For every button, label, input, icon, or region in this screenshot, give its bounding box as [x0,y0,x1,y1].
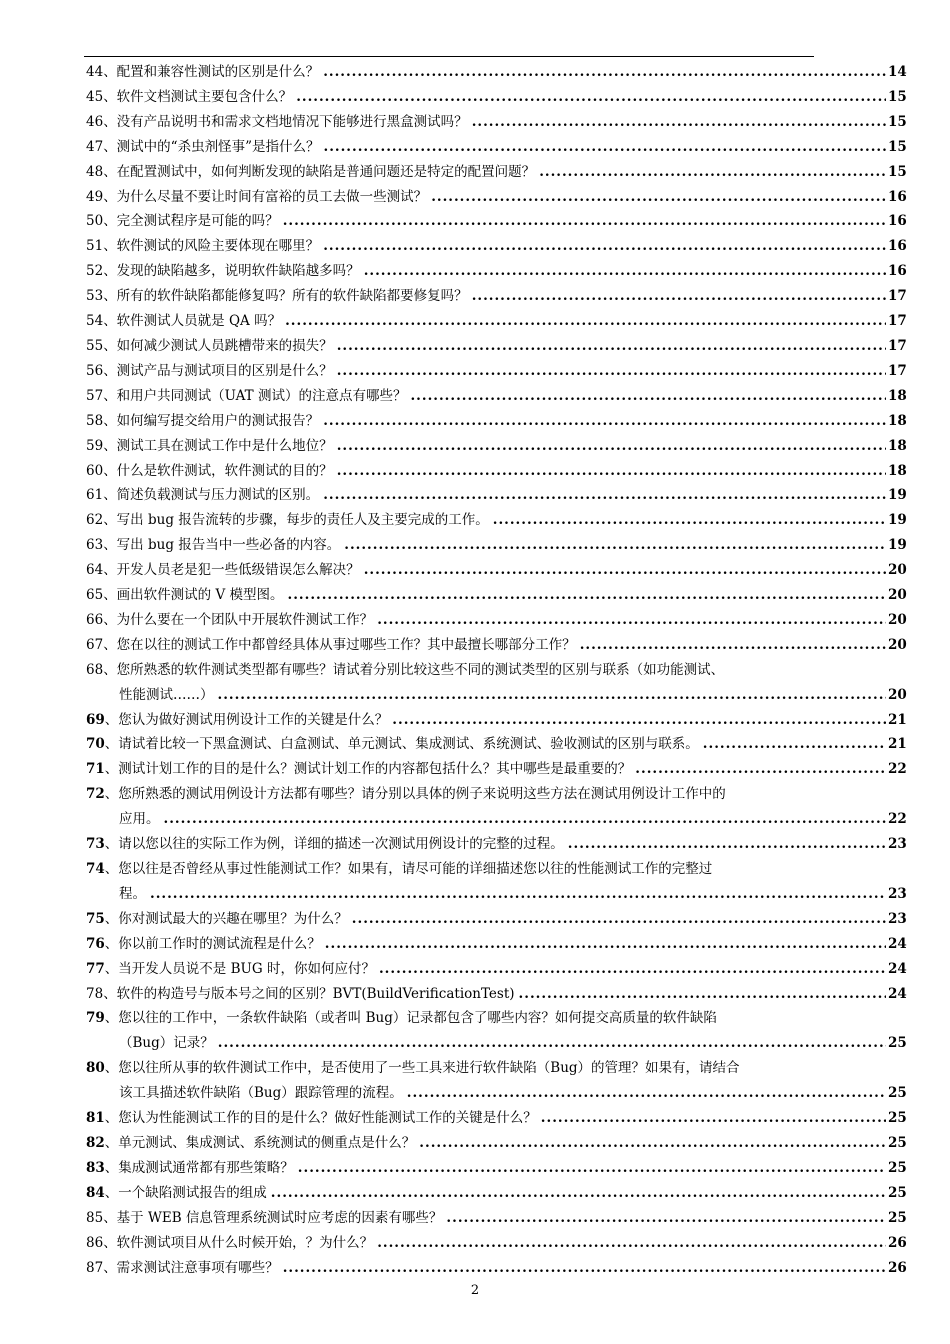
toc-entry[interactable] [86,1006,906,1056]
toc-entry[interactable] [86,60,906,85]
toc-entry-number: 50 [86,213,104,230]
toc-entry[interactable] [86,957,906,982]
toc-entry[interactable] [86,434,906,459]
toc-entry-title: 、您以往的工作中，一条软件缺陷（或者叫 Bug）记录都包含了哪些内容？如何提交高质量的软件缺陷 [104,1010,717,1027]
toc-dot-leader [337,459,886,484]
toc-dot-leader [296,85,886,110]
toc-entry-number: 69 [86,711,105,728]
toc-entry-title: 、测试产品与测试项目的区别是什么？ [103,362,333,379]
toc-dot-leader [218,1031,886,1056]
toc-dot-leader [493,508,886,533]
toc-entry[interactable] [86,334,906,359]
toc-dot-leader [377,608,886,633]
toc-page-number: 25 [888,1184,907,1201]
toc-page-number: 21 [888,736,907,753]
toc-entry-number: 48 [86,163,104,180]
toc-dot-leader [298,1156,886,1181]
toc-dot-leader [392,708,886,733]
toc-dot-leader [283,1256,886,1281]
toc-entry-number: 57 [86,387,104,404]
toc-entry[interactable] [86,558,906,583]
toc-entry[interactable] [86,982,906,1007]
toc-page-number: 15 [888,138,907,155]
toc-entry[interactable] [86,185,906,210]
toc-entry-number: 84 [86,1184,105,1201]
toc-entry-title: 、软件文档测试主要包含什么？ [103,88,293,105]
header-rule [84,56,814,57]
toc-entry-title: 、集成测试通常都有那些策略？ [104,1159,294,1176]
toc-entry[interactable] [86,608,906,633]
toc-dot-leader [431,185,886,210]
toc-entry-number: 83 [86,1159,105,1176]
toc-entry[interactable] [86,932,906,957]
toc-entry-number: 87 [86,1259,104,1276]
toc-entry[interactable] [86,857,906,907]
toc-entry-title: 、您所熟悉的软件测试类型都有哪些？请试着分别比较这些不同的测试类型的区别与联系（如功能测试、 [103,661,725,678]
toc-entry-number: 47 [86,138,104,155]
toc-entry-title: 、画出软件测试的 V 模型图。 [103,587,284,604]
toc-entry[interactable] [86,284,906,309]
toc-page-number: 16 [888,238,907,255]
toc-dot-leader [472,110,886,135]
toc-dot-leader [541,1106,886,1131]
toc-entry-number: 62 [86,512,104,529]
toc-entry-title: 、为什么要在一个团队中开展软件测试工作？ [103,611,374,628]
toc-entry-title-continued: 性能测试……） [119,686,214,703]
toc-page-number: 16 [888,213,907,230]
toc-entry-title: 、测试计划工作的目的是什么？测试计划工作的内容都包括什么？其中哪些是最重要的？ [104,761,632,778]
toc-entry-title-continued: 程。 [119,885,146,902]
toc-dot-leader [218,683,887,708]
toc-dot-leader [283,209,886,234]
toc-entry-number: 51 [86,238,104,255]
toc-entry-title: 、你对测试最大的兴趣在哪里？为什么？ [104,910,348,927]
toc-dot-leader [419,1131,886,1156]
toc-page-number: 25 [888,1085,907,1102]
toc-entry-title: 、测试工具在测试工作中是什么地位？ [103,437,333,454]
toc-entry-title: 、如何减少测试人员跳槽带来的损失？ [103,337,333,354]
toc-entry[interactable] [86,234,906,259]
toc-entry[interactable] [86,85,906,110]
toc-dot-leader [323,483,886,508]
toc-entry-title-continued: 应用。 [119,811,160,828]
toc-entry[interactable] [86,708,906,733]
toc-entry[interactable] [86,459,906,484]
toc-dot-leader [364,259,886,284]
toc-entry-number: 65 [86,587,104,604]
toc-entry-title: 、完全测试程序是可能的吗？ [103,213,279,230]
toc-page-number: 23 [888,836,907,853]
toc-page-number: 16 [888,263,907,280]
toc-dot-leader [703,732,886,757]
toc-entry-number: 77 [86,960,105,977]
toc-page-number: 25 [888,1159,907,1176]
toc-dot-leader [446,1206,886,1231]
toc-dot-leader [323,409,886,434]
toc-page-number: 16 [888,188,907,205]
toc-dot-leader [519,982,886,1007]
toc-entry[interactable] [86,907,906,932]
toc-dot-leader [337,359,886,384]
toc-entry-title: 、如何编写提交给用户的测试报告？ [103,412,320,429]
toc-entry[interactable] [86,1181,906,1206]
toc-dot-leader [377,1231,886,1256]
toc-entry-title: 、发现的缺陷越多，说明软件缺陷越多吗？ [103,263,360,280]
toc-entry-title: 、请试着比较一下黑盒测试、白盒测试、单元测试、集成测试、系统测试、验收测试的区别与联系。 [104,736,699,753]
toc-page-number: 20 [888,562,907,579]
toc-entry[interactable] [86,1131,906,1156]
toc-page-number: 26 [888,1259,907,1276]
toc-entry[interactable] [86,508,906,533]
toc-page-number: 19 [888,487,907,504]
toc-entry-number: 46 [86,113,104,130]
toc-dot-leader [271,1181,886,1206]
toc-entry-number: 67 [86,636,104,653]
toc-page-number: 22 [888,761,907,778]
toc-entry[interactable] [86,782,906,832]
toc-page-number: 19 [888,512,907,529]
toc-entry-title-continued: （Bug）记录？ [119,1035,214,1052]
toc-entry-number: 68 [86,661,104,678]
toc-page-number: 20 [888,636,907,653]
toc-dot-leader [323,234,886,259]
toc-entry-title: 、配置和兼容性测试的区别是什么？ [103,64,320,80]
toc-entry-title: 、写出 bug 报告当中一些必备的内容。 [103,537,341,554]
toc-dot-leader [580,633,886,658]
toc-dot-leader [635,757,886,782]
toc-entry-title: 、软件测试项目从什么时候开始，？为什么？ [103,1234,374,1251]
toc-entry[interactable] [86,533,906,558]
toc-page-number: 22 [888,811,907,828]
toc-dot-leader [288,583,886,608]
toc-page-number: 19 [888,537,907,554]
toc-entry-title: 、什么是软件测试，软件测试的目的？ [103,462,333,479]
toc-dot-leader [364,558,886,583]
toc-entry-number: 53 [86,288,104,305]
toc-page-number: 15 [888,113,907,130]
toc-entry[interactable] [86,483,906,508]
toc-entry-title: 、软件测试的风险主要体现在哪里？ [103,238,320,255]
toc-dot-leader [352,907,886,932]
toc-entry-number: 45 [86,88,104,105]
toc-page-number: 25 [888,1110,907,1127]
toc-page-number: 25 [888,1035,907,1052]
toc-page-number: 20 [888,611,907,628]
toc-entry[interactable] [86,409,906,434]
toc-dot-leader [285,309,886,334]
toc-entry-title: 、软件的构造号与版本号之间的区别？BVT(BuildVerificationTest) [103,985,515,1002]
toc-entry-title: 、基于 WEB 信息管理系统测试时应考虑的因素有哪些？ [103,1209,443,1226]
toc-dot-leader [539,160,886,185]
toc-page-number: 17 [888,313,907,330]
toc-entry-number: 54 [86,313,104,330]
toc-page-number: 24 [888,935,907,952]
toc-entry-number: 59 [86,437,104,454]
toc-entry-number: 81 [86,1110,105,1127]
toc-entry-number: 66 [86,611,104,628]
toc-dot-leader [325,932,886,957]
toc-entry-number: 72 [86,786,105,803]
toc-entry-title: 、需求测试注意事项有哪些？ [103,1259,279,1276]
toc-dot-leader [337,434,886,459]
toc-entry-number: 74 [86,861,105,877]
toc-entry[interactable] [86,209,906,234]
toc-entry-title: 、软件测试人员就是 QA 吗？ [103,313,282,330]
toc-entry[interactable] [86,359,906,384]
toc-entry-title: 、和用户共同测试（UAT 测试）的注意点有哪些？ [103,387,407,404]
toc-entry[interactable] [86,1231,906,1256]
toc-entry-number: 86 [86,1234,104,1251]
toc-page-number: 14 [888,64,907,80]
toc-entry-title: 、所有的软件缺陷都能修复吗？所有的软件缺陷都要修复吗？ [103,288,468,305]
toc-entry-title: 、在配置测试中，如何判断发现的缺陷是普通问题还是特定的配置问题？ [103,163,536,180]
toc-entry-number: 49 [86,188,104,205]
toc-entry[interactable] [86,583,906,608]
toc-entry-number: 56 [86,362,104,379]
toc-entry-number: 44 [86,64,104,80]
toc-entry-number: 70 [86,736,105,753]
toc-entry-title: 、您在以往的测试工作中都曾经具体从事过哪些工作？其中最擅长哪部分工作？ [103,636,576,653]
toc-dot-leader [472,284,886,309]
toc-page-number: 24 [888,960,907,977]
toc-entry-number: 55 [86,337,104,354]
table-of-contents [86,60,906,1280]
toc-entry-number: 76 [86,935,105,952]
toc-entry-number: 80 [86,1060,105,1077]
toc-entry-number: 71 [86,761,105,778]
toc-dot-leader [410,384,886,409]
toc-dot-leader [150,882,886,907]
toc-entry-title: 、您以往是否曾经从事过性能测试工作？如果有，请尽可能的详细描述您以往的性能测试工作的完整过 [104,861,713,877]
toc-entry-number: 63 [86,537,104,554]
toc-page-number: 26 [888,1234,907,1251]
toc-dot-leader [337,334,886,359]
page-number: 2 [470,1283,480,1298]
toc-entry[interactable] [86,1206,906,1231]
toc-entry-title: 、开发人员老是犯一些低级错误怎么解决？ [103,562,360,579]
toc-entry[interactable] [86,658,906,708]
toc-page-number: 18 [888,462,907,479]
toc-entry-title: 、请以您以往的实际工作为例，详细的描述一次测试用例设计的完整的过程。 [104,836,564,853]
toc-entry-title: 、简述负载测试与压力测试的区别。 [103,487,320,504]
toc-dot-leader [324,135,887,160]
toc-entry-number: 64 [86,562,104,579]
toc-dot-leader [568,832,886,857]
toc-entry[interactable] [86,384,906,409]
toc-entry[interactable] [86,757,906,782]
toc-entry-title: 、你以前工作时的测试流程是什么？ [104,935,321,952]
toc-entry-title: 、为什么尽量不要让时间有富裕的员工去做一些测试？ [103,188,428,205]
toc-entry[interactable] [86,1156,906,1181]
toc-entry[interactable] [86,259,906,284]
toc-page-number: 20 [888,587,907,604]
toc-page-number: 17 [888,288,907,305]
toc-dot-leader [407,1081,886,1106]
toc-page-number: 15 [888,163,907,180]
toc-entry-number: 85 [86,1209,104,1226]
toc-entry-title: 、当开发人员说不是 BUG 时，你如何应付？ [104,960,375,977]
toc-entry-title-continued: 该工具描述软件缺陷（Bug）跟踪管理的流程。 [119,1085,403,1102]
toc-dot-leader [164,807,887,832]
toc-page-number: 23 [888,910,907,927]
toc-page-number: 25 [888,1209,907,1226]
toc-entry-title: 、一个缺陷测试报告的组成 [104,1184,267,1201]
toc-entry-title: 、您所熟悉的测试用例设计方法都有哪些？请分别以具体的例子来说明这些方法在测试用例设计工作中的 [104,786,726,803]
toc-dot-leader [379,957,886,982]
toc-page-number: 18 [888,437,907,454]
toc-entry-title: 、没有产品说明书和需求文档地情况下能够进行黑盒测试吗？ [103,113,468,130]
toc-entry[interactable] [86,732,906,757]
toc-entry-title: 、测试中的“杀虫剂怪事”是指什么？ [103,138,320,155]
toc-dot-leader [344,533,886,558]
toc-page-number: 18 [888,387,907,404]
toc-entry-title: 、您认为性能测试工作的目的是什么？做好性能测试工作的关键是什么？ [104,1110,537,1127]
toc-entry[interactable] [86,160,906,185]
toc-entry[interactable] [86,1106,906,1131]
toc-entry[interactable] [86,110,906,135]
toc-entry[interactable] [86,633,906,658]
toc-entry-number: 78 [86,985,104,1002]
toc-page-number: 23 [888,885,907,902]
toc-entry-number: 75 [86,910,105,927]
toc-page-number: 25 [888,1134,907,1151]
toc-entry-title: 、您以往所从事的软件测试工作中，是否使用了一些工具来进行软件缺陷（Bug）的管理？如果有，请结合 [104,1060,740,1077]
toc-entry-title: 、您认为做好测试用例设计工作的关键是什么？ [104,711,389,728]
toc-dot-leader [323,60,886,85]
toc-entry-title: 、写出 bug 报告流转的步骤，每步的责任人及主要完成的工作。 [103,512,489,529]
toc-entry-number: 60 [86,462,104,479]
toc-entry[interactable] [86,1056,906,1106]
toc-entry-number: 61 [86,487,104,504]
toc-entry-number: 79 [86,1010,105,1027]
toc-entry-number: 73 [86,836,105,853]
toc-page-number: 17 [888,337,907,354]
toc-page-number: 21 [888,711,907,728]
toc-entry-number: 58 [86,412,104,429]
toc-entry[interactable] [86,1256,906,1281]
toc-entry-number: 52 [86,263,104,280]
toc-page-number: 15 [888,88,907,105]
toc-entry[interactable] [86,309,906,334]
toc-entry[interactable] [86,135,906,160]
toc-entry-title: 、单元测试、集成测试、系统测试的侧重点是什么？ [104,1134,416,1151]
toc-page-number: 17 [888,362,907,379]
toc-entry-number: 82 [86,1134,105,1151]
toc-entry[interactable] [86,832,906,857]
toc-page-number: 20 [888,686,907,703]
toc-page-number: 18 [888,412,907,429]
toc-page-number: 24 [888,985,907,1002]
